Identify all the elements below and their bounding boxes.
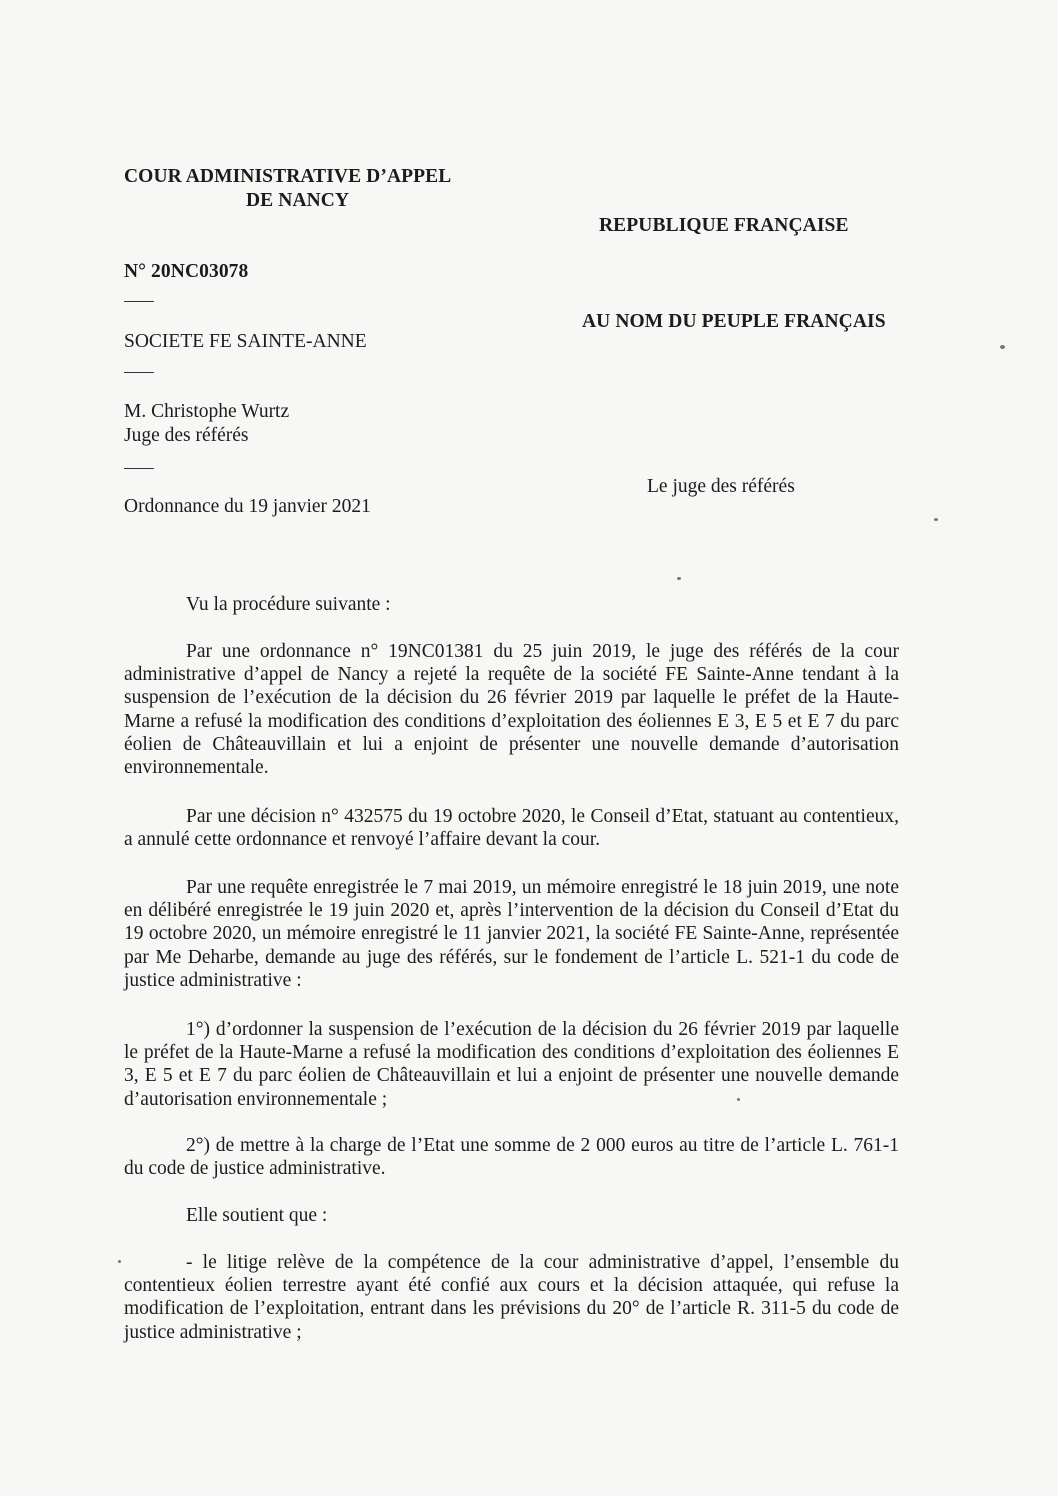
order-date: Ordonnance du 19 janvier 2021 — [124, 496, 371, 517]
paragraph-5-text: 1°) d’ordonner la suspension de l’exécution de la décision du 26 février 2019 par laquelle le préfet de la Haute-Marne a refusé la modification des conditions d’exploitation des éoliennes E 3, E 5 et E 7 du parc éolien de Châteauvillain et lui a enjoint de présenter une nouvelle demande d’autorisation environnementale ; — [124, 1019, 899, 1110]
paragraph-8-text: - le litige relève de la compétence de la cour administrative d’appel, l’ensemble du contentieux éolien terrestre ayant été confié aux cours et la décision attaquée, qui refuse la modification de l’exploitation, entrant dans les prévisions du 20° de l’article R. 311-5 du code de justice administrative ; — [124, 1252, 899, 1343]
paragraph-5 — [124, 1018, 899, 1111]
paragraph-6 — [124, 1134, 899, 1180]
paragraph-1-text: Vu la procédure suivante : — [186, 594, 391, 615]
party-name: SOCIETE FE SAINTE-ANNE — [124, 331, 367, 352]
paragraph-4 — [124, 876, 899, 992]
court-name-line2: DE NANCY — [246, 190, 350, 211]
scan-speck — [934, 518, 938, 521]
scan-speck — [1000, 345, 1005, 349]
republic-heading: REPUBLIQUE FRANÇAISE — [599, 215, 849, 236]
paragraph-7 — [124, 1204, 899, 1227]
paragraph-2 — [124, 640, 899, 779]
separator-dash — [124, 372, 154, 373]
paragraph-6-text: 2°) de mettre à la charge de l’Etat une somme de 2 000 euros au titre de l’article L. 761-1 du code de justice administrative. — [124, 1135, 899, 1180]
paragraph-2-text: Par une ordonnance n° 19NC01381 du 25 juin 2019, le juge des référés de la cour administrative d’appel de Nancy a rejeté la requête de la société FE Sainte-Anne tendant à la suspension de l’exécution de la décision du 26 février 2019 par laquelle le préfet de la Haute-Marne a refusé la modification des conditions d’exploitation des éoliennes E 3, E 5 et E 7 du parc éolien de Châteauvillain et lui a enjoint de présenter une nouvelle demande d’autorisation environnementale. — [124, 641, 899, 779]
scan-speck — [737, 1098, 740, 1101]
judge-role: Juge des référés — [124, 425, 249, 446]
separator-dash — [124, 301, 154, 302]
paragraph-8 — [124, 1251, 899, 1344]
paragraph-1 — [124, 593, 899, 616]
court-name-line1: COUR ADMINISTRATIVE D’APPEL — [124, 166, 452, 187]
judge-heading: Le juge des référés — [647, 476, 795, 497]
paragraph-7-text: Elle soutient que : — [186, 1205, 328, 1226]
scan-speck — [677, 577, 681, 580]
paragraph-4-text: Par une requête enregistrée le 7 mai 2019, un mémoire enregistré le 18 juin 2019, une note en délibéré enregistrée le 19 juin 2020 et, après l’intervention de la décision du Conseil d’Etat du 19 octobre 2020, un mémoire enregistré le 11 janvier 2021, la société FE Sainte-Anne, représentée par Me Deharbe, demande au juge des référés, sur le fondement de l’article L. 521-1 du code de justice administrative : — [124, 877, 899, 991]
paragraph-3 — [124, 805, 899, 851]
paragraph-3-text: Par une décision n° 432575 du 19 octobre 2020, le Conseil d’Etat, statuant au contentieux, a annulé cette ordonnance et renvoyé l’affaire devant la cour. — [124, 806, 899, 851]
case-number: N° 20NC03078 — [124, 261, 249, 282]
judge-name: M. Christophe Wurtz — [124, 401, 290, 422]
in-name-heading: AU NOM DU PEUPLE FRANÇAIS — [582, 311, 886, 332]
separator-dash — [124, 468, 154, 469]
scan-speck — [118, 1260, 121, 1263]
